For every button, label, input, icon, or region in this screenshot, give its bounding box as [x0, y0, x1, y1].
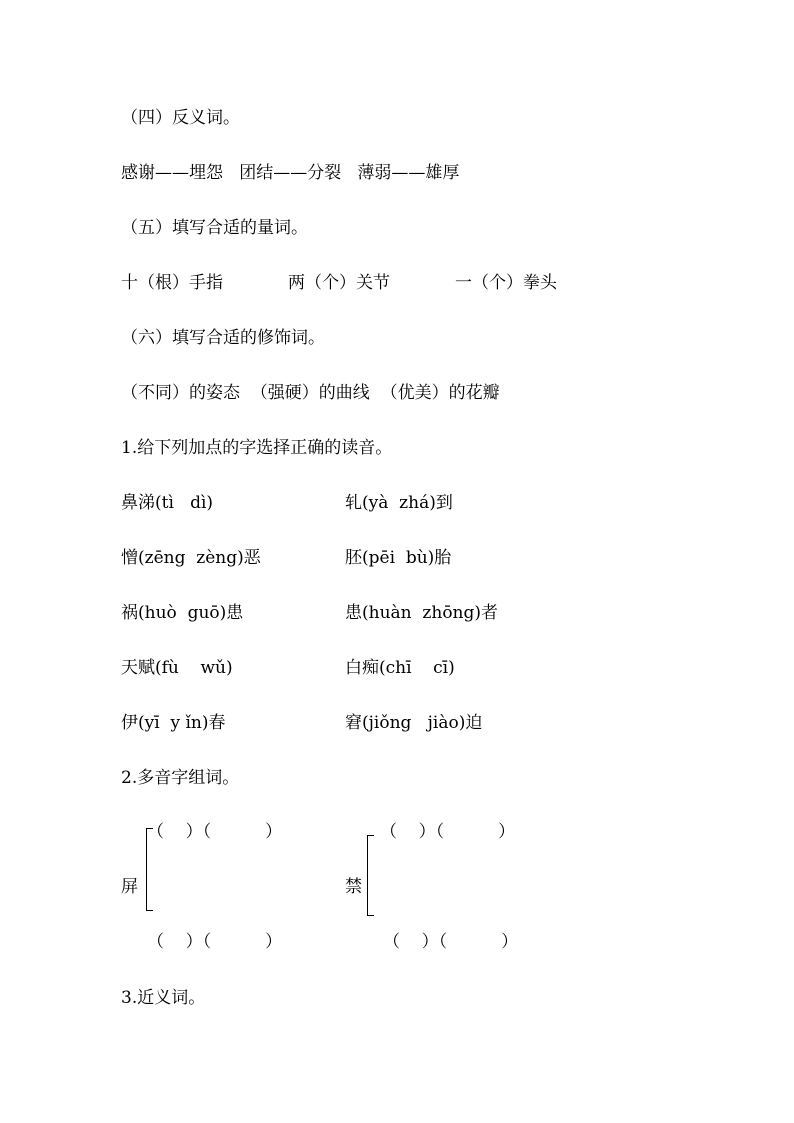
measure-word-item-2: 两（个）关节	[288, 273, 390, 293]
q1-heading: 1.给下列加点的字选择正确的读音。	[121, 438, 393, 458]
q2-heading: 2.多音字组词。	[121, 768, 240, 788]
section4-heading: （四）反义词。	[121, 108, 240, 128]
pinyin-item: 窘(jiǒng jiào)迫	[345, 713, 483, 733]
brace-left-top	[146, 828, 153, 829]
brace-left-bottom	[146, 910, 153, 911]
brace-left	[146, 828, 147, 910]
brace-right	[367, 835, 368, 915]
pinyin-item: 白痴(chī cī)	[345, 658, 455, 678]
polyphonic-char-1: 屏	[121, 877, 138, 897]
measure-word-item-1: 十（根）手指	[121, 273, 223, 293]
blank-pair-top-right: （ ）（ ）	[380, 822, 516, 842]
section6-heading: （六）填写合适的修饰词。	[121, 328, 325, 348]
pinyin-item: 天赋(fù wǔ)	[121, 658, 233, 678]
pinyin-item: 鼻涕(tì dì)	[121, 493, 214, 513]
pinyin-item: 憎(zēng zèng)恶	[121, 548, 261, 568]
q3-heading: 3.近义词。	[121, 988, 206, 1008]
blank-pair-bottom-right: （ ）（ ）	[383, 932, 519, 952]
antonyms-line: 感谢——埋怨 团结——分裂 薄弱——雄厚	[121, 163, 460, 183]
polyphonic-char-2: 禁	[345, 877, 362, 897]
section5-heading: （五）填写合适的量词。	[121, 218, 308, 238]
brace-right-top	[367, 835, 374, 836]
pinyin-item: 祸(huò guō)患	[121, 603, 244, 623]
blank-pair-top-left: （ ）（ ）	[147, 822, 283, 842]
modifiers-line: （不同）的姿态 （强硬）的曲线 （优美）的花瓣	[121, 383, 500, 403]
pinyin-item: 轧(yà zhá)到	[345, 493, 453, 513]
pinyin-item: 胚(pēi bù)胎	[345, 548, 452, 568]
blank-pair-bottom-left: （ ）（ ）	[147, 932, 283, 952]
brace-right-bottom	[367, 915, 374, 916]
pinyin-item: 伊(yī y ǐn)春	[121, 713, 226, 733]
measure-word-item-3: 一（个）拳头	[455, 273, 557, 293]
pinyin-item: 患(huàn zhōng)者	[345, 603, 499, 623]
